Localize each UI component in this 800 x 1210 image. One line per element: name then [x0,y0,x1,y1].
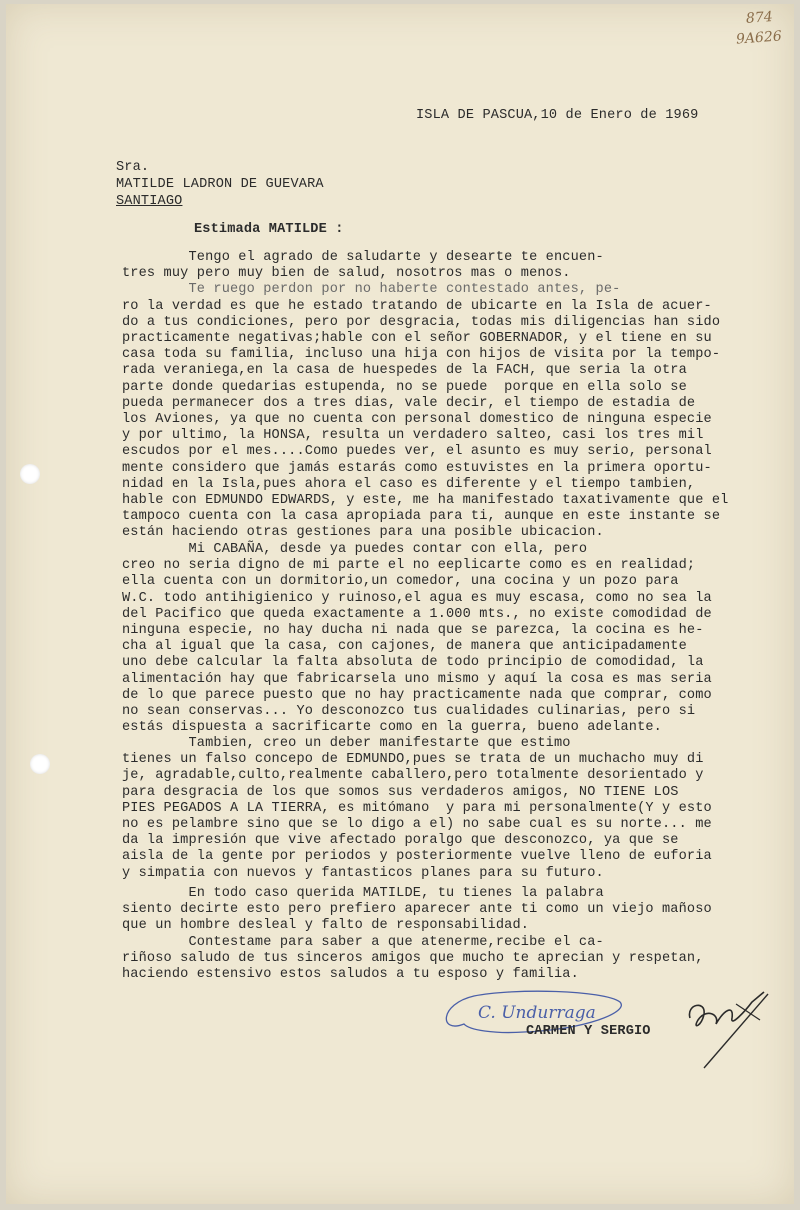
letter-line: W.C. todo antihigienico y ruinoso,el agua es muy escasa, como no sea la [122,590,712,606]
letter-line: para desgracia de los que somos sus verdaderos amigos, NO TIENE LOS [122,784,679,800]
letter-line: tres muy pero muy bien de salud, nosotros mas o menos. [122,266,571,282]
salutation: Estimada MATILDE : [194,222,344,237]
letter-line: ninguna especie, no hay ducha ni nada que se parezca, la cocina es he- [122,623,704,638]
archive-number: 874 [745,9,774,27]
letter-line: casa toda su familia, incluso una hija con hijos de visita por la tempo- [122,347,721,363]
letter-line: hable con EDMUNDO EDWARDS, y este, me ha manifestado taxativamente que el [122,493,729,508]
letter-line: nidad en la Isla,pues ahora el caso es diferente y el tiempo tambien, [122,476,696,492]
svg-text:C. Undurraga: C. Undurraga [478,1003,596,1023]
letter-line: parte donde quedarias estupenda, no se puede porque en ella solo se [122,379,687,395]
archive-code: 9A626 [735,28,783,48]
punch-hole-top [20,464,40,484]
letter-line: no es pelambre sino que se lo digo a el) no sabe cual es su norte... me [122,817,712,832]
letter-line: estás dispuesta a sacrificarte como en la guerra, bueno adelante. [122,720,662,736]
letter-line: riñoso saludo de tus sinceros amigos que mucho te aprecian y respetan, [122,950,704,966]
letter-line: ro la verdad es que he estado tratando de ubicarte en la Isla de acuer- [122,298,712,314]
letter-line: escudos por el mes....Como puedes ver, el asunto es muy serio, personal [122,444,712,460]
letter-line: que un hombre desleal y falto de responsabilidad. [122,918,530,934]
letter-line: Tengo el agrado de saludarte y desearte te encuen- [122,250,604,265]
letter-line: no sean conservas... Yo desconozco tus cualidades culinarias, pero si [122,704,696,719]
letter-line: rada veraniega,en la casa de huespedes de la FACH, que seria la otra [122,363,687,379]
letter-line: y por ultimo, la HONSA, resulta un verdadero salteo, casi los tres mil [122,428,704,444]
letter-line: del Pacifico que queda exactamente a 1.000 mts., no existe comodidad de [122,606,712,622]
letter-line: pueda permanecer dos a tres dias, vale decir, el tiempo de estadia de [122,395,696,411]
letter-line: de lo que parece puesto que no hay practicamente nada que comprar, como [122,687,712,703]
letter-page [6,4,794,1204]
letter-line: y simpatia con nuevos y fantasticos planes para su futuro. [122,865,604,881]
addressee-prefix: Sra. [116,160,150,175]
letter-line: los Aviones, ya que no cuenta con personal domestico de ninguna especie [122,412,712,427]
letter-line: PIES PEGADOS A LA TIERRA, es mitómano y para mi personalmente(Y y esto [122,800,712,816]
letter-line: En todo caso querida MATILDE, tu tienes la palabra [122,886,604,901]
addressee-name: MATILDE LADRON DE GUEVARA [116,177,324,192]
letter-line: uno debe calcular la falta absoluta de todo principio de comodidad, la [122,655,704,671]
handwritten-signature-right [676,974,786,1074]
letter-line: tampoco cuenta con la casa apropiada para ti, aunque en este instante se [122,509,721,525]
letter-line: tienes un falso concepo de EDMUNDO,pues se trata de un muchacho muy di [122,752,704,768]
letter-line: Tambien, creo un deber manifestarte que estimo [122,736,571,751]
letter-line: Mi CABAÑA, desde ya puedes contar con ella, pero [122,542,588,557]
letter-line: practicamente negativas;hable con el señor GOBERNADOR, y el tiene en su [122,331,712,346]
letter-line: siento decirte esto pero prefiero aparecer ante ti como un viejo mañoso [122,902,712,918]
letter-line: están haciendo otras gestiones para una posible ubicacion. [122,525,604,541]
letter-line: do a tus condiciones, pero por desgracia, todas mis diligencias han sido [122,314,721,330]
letter-line: je, agradable,culto,realmente caballero,pero totalmente desorientado y [122,768,704,784]
letter-line: ella cuenta con un dormitorio,un comedor, una cocina y un pozo para [122,574,679,590]
letter-line: cha al igual que la casa, con cajones, de manera que anticipadamente [122,639,687,655]
letter-line: alimentación hay que fabricarsela uno mismo y aquí la cosa es mas seria [122,671,712,687]
signed-names: CARMEN Y SERGIO [526,1024,651,1039]
letter-line: creo no seria digno de mi parte el no eeplicarte como es en realidad; [122,558,696,574]
place-date: ISLA DE PASCUA,10 de Enero de 1969 [416,108,699,123]
letter-line: Te ruego perdon por no haberte contestado antes, pe- [122,282,621,298]
letter-line: mente considero que jamás estarás como estuvistes en la primera oportu- [122,460,712,476]
letter-line: da la impresión que vive afectado poralgo que desconozco, ya que se [122,833,679,849]
addressee-city: SANTIAGO [116,194,183,209]
letter-line: haciendo estensivo estos saludos a tu esposo y familia. [122,967,579,982]
punch-hole-bottom [30,754,50,774]
letter-line: aisla de la gente por periodos y posteriormente vuelve lleno de euforia [122,849,712,865]
letter-line: Contestame para saber a que atenerme,recibe el ca- [122,934,604,950]
